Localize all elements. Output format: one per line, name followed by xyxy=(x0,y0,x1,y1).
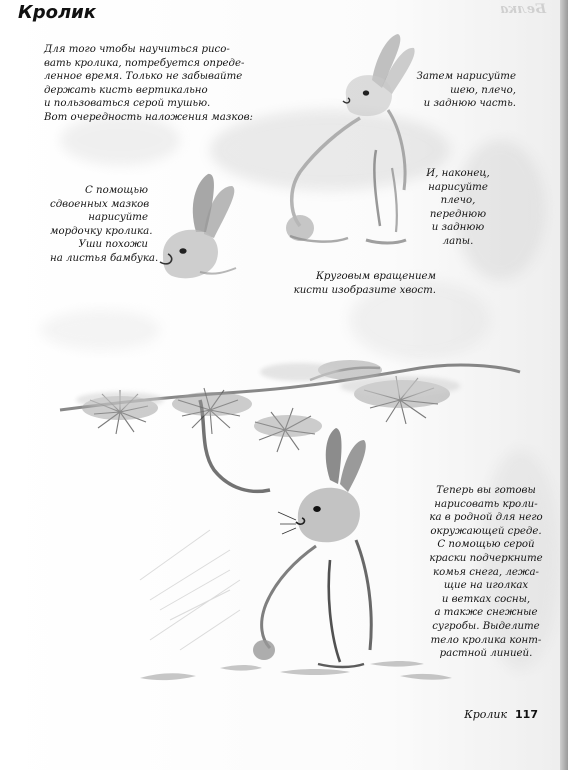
snow-ground xyxy=(140,661,452,680)
step-head-text: С помощью сдвоенных мазков нарисуйте мордочку кролика. Уши похожи на листья бамбука. xyxy=(50,185,159,264)
intro-text: Для того чтобы научиться рисо- вать кролика, потребуется опреде- ленное время. Только не забывайте держать кисть вертикально и пользоваться серой тушью. Вот очередность наложения мазков: xyxy=(44,44,253,123)
pine-branch-painting xyxy=(60,360,520,491)
page-number: 117 xyxy=(515,708,538,721)
footer-section: Кролик xyxy=(464,708,508,721)
page-footer xyxy=(464,708,538,721)
step-neck-text: Затем нарисуйте шею, плечо, и заднюю часть. xyxy=(416,71,516,110)
step-tail-text: Круговым вращением кисти изобразите хвост. xyxy=(293,271,436,296)
pine-needles-faint xyxy=(140,530,240,650)
rabbit-final-painting xyxy=(253,428,371,667)
page-title: Кролик xyxy=(18,2,96,23)
final-text: Теперь вы готовы нарисовать кроли- ка в родной для него окружающей среде. С помощью серой краски подчеркните комья снега, лежа- щие на иголках и ветках сосны, а также снежные сугробы. Выделите тело кролика конт- растной линией. xyxy=(429,485,543,660)
rabbit-head-sketch xyxy=(160,174,236,278)
book-gutter xyxy=(560,0,568,770)
bleed-through-heading: Белка xyxy=(499,2,546,17)
step-legs-text: И, наконец, нарисуйте плечо, переднюю и заднюю лапы. xyxy=(426,168,490,247)
